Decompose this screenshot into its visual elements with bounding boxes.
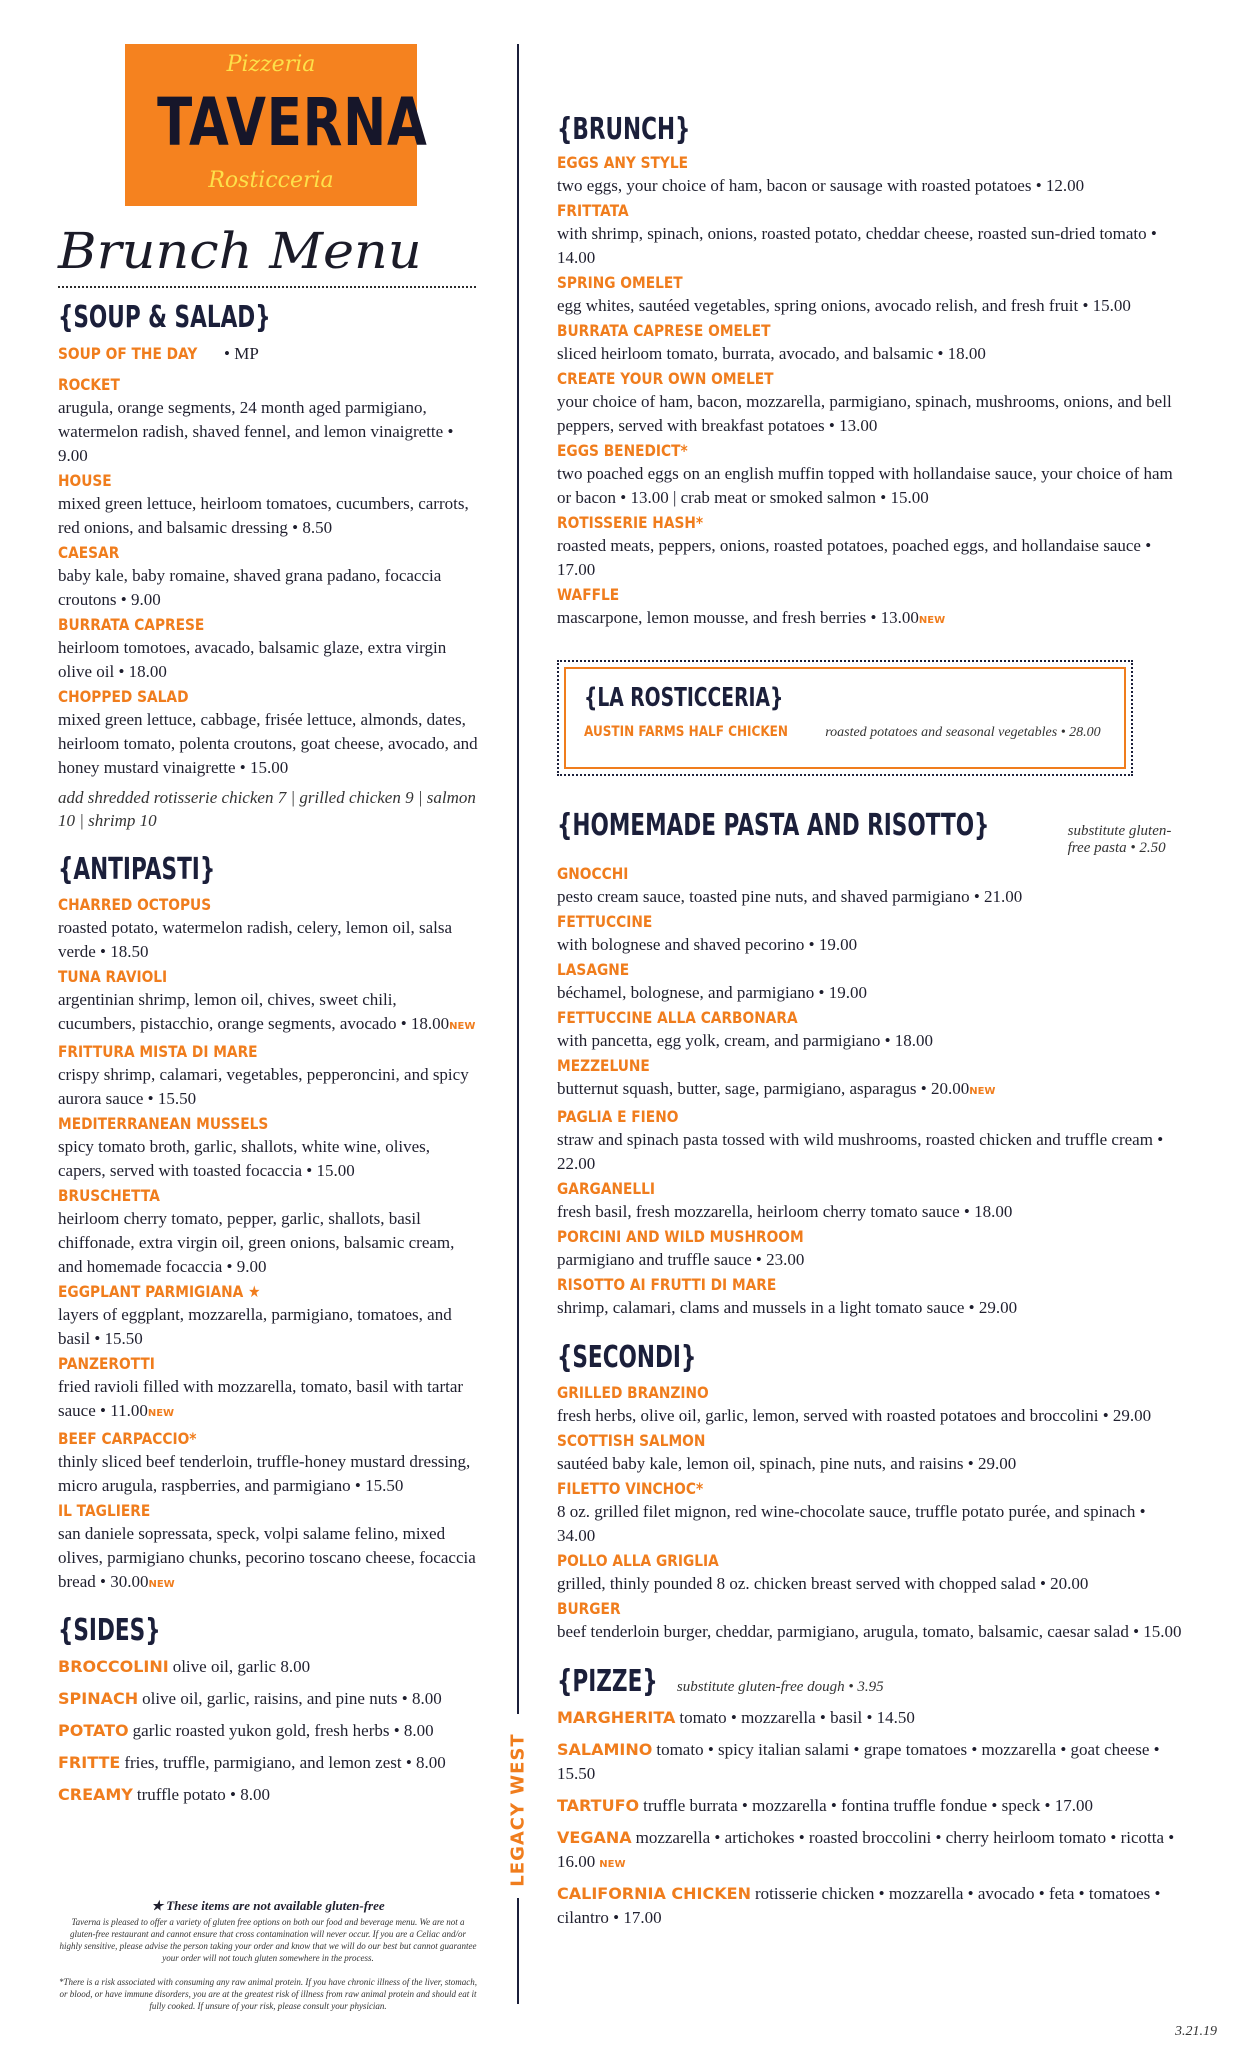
- item-desc: beef tenderloin burger, cheddar, parmigiano, arugula, tomato, balsamic, caesar salad • 15.00: [557, 1622, 1182, 1641]
- gluten-free-heading: ★ These items are not available gluten-free: [151, 1898, 385, 1913]
- item-desc: pesto cream sauce, toasted pine nuts, and shaved parmigiano • 21.00: [557, 887, 1023, 906]
- item-desc: with shrimp, spinach, onions, roasted potato, cheddar cheese, roasted sun-dried tomato • 14.00: [557, 224, 1157, 267]
- menu-item: [58, 1428, 478, 1498]
- item-name: MARGHERITA: [557, 1708, 676, 1727]
- item-name: PAGLIA E FIENO: [557, 1107, 679, 1126]
- gluten-free-note: Taverna is pleased to offer a variety of gluten free options on both our food and beverage menu. We are not a gluten-free restaurant and cannot ensure that cross contamination will never occur. If you are a Celiac and/or highly sensitive, please advise the person taking your order and know that we will do our best but cannot guarantee your order will not touch gluten somewhere in the process.: [59, 1917, 477, 1963]
- new-badge: NEW: [147, 1408, 175, 1419]
- section-heading-brunch: {BRUNCH}: [557, 112, 691, 147]
- menu-item: [58, 374, 478, 468]
- menu-item: [58, 1281, 478, 1351]
- item-name: GARGANELLI: [557, 1179, 656, 1198]
- item-desc: tomato • spicy italian salami • grape tomatoes • mozzarella • goat cheese • 15.50: [557, 1740, 1160, 1783]
- item-name: BURRATA CAPRESE OMELET: [557, 321, 771, 340]
- section-heading-antipasti: {ANTIPASTI}: [58, 852, 216, 887]
- item-desc: baby kale, baby romaine, shaved grana padano, focaccia croutons • 9.00: [58, 566, 442, 609]
- item-desc: olive oil, garlic, raisins, and pine nuts • 8.00: [142, 1689, 442, 1708]
- item-name: FETTUCCINE ALLA CARBONARA: [557, 1008, 798, 1027]
- item-name: FETTUCCINE: [557, 912, 653, 931]
- menu-item: [557, 863, 1187, 909]
- item-name: BROCCOLINI: [58, 1657, 169, 1676]
- item-name: BURRATA CAPRESE: [58, 615, 205, 634]
- item-desc: with bolognese and shaved pecorino • 19.00: [557, 935, 858, 954]
- item-name: BURGER: [557, 1599, 621, 1618]
- item-name: RISOTTO AI FRUTTI DI MARE: [557, 1275, 777, 1294]
- item-desc: sautéed baby kale, lemon oil, spinach, pine nuts, and raisins • 29.00: [557, 1454, 1017, 1473]
- rosticceria-box: [557, 660, 1133, 776]
- menu-date: 3.21.19: [1175, 2024, 1217, 2039]
- item-desc: roasted potato, watermelon radish, celery, lemon oil, salsa verde • 18.50: [58, 918, 453, 961]
- item-name: GRILLED BRANZINO: [557, 1383, 709, 1402]
- item-name: FRITTURA MISTA DI MARE: [58, 1042, 258, 1061]
- item-desc: arugula, orange segments, 24 month aged parmigiano, watermelon radish, shaved fennel, and lemon vinaigrette • 9.00: [58, 398, 454, 465]
- menu-item: [58, 1655, 478, 1679]
- item-desc: roasted meats, peppers, onions, roasted potatoes, poached eggs, and hollandaise sauce • 17.00: [557, 536, 1152, 579]
- menu-item: [58, 966, 478, 1039]
- menu-item: [557, 1382, 1187, 1428]
- new-badge: NEW: [918, 615, 946, 626]
- item-name: SCOTTISH SALMON: [557, 1431, 706, 1450]
- item-name: ROTISSERIE HASH*: [557, 513, 704, 532]
- item-name: VEGANA: [557, 1828, 632, 1847]
- menu-item: [58, 1185, 478, 1279]
- section-heading-pizze: {PIZZE}: [557, 1664, 658, 1699]
- pasta-note: substitute gluten-free pasta • 2.50: [1067, 823, 1172, 856]
- menu-item: [557, 1106, 1187, 1176]
- brunch-list: [557, 152, 1187, 633]
- menu-item: [557, 1550, 1187, 1596]
- menu-item: [557, 1007, 1187, 1053]
- menu-item: [58, 1041, 478, 1111]
- page-title: Brunch Menu: [58, 222, 422, 280]
- item-desc: garlic roasted yukon gold, fresh herbs • 8.00: [132, 1721, 434, 1740]
- item-name: CAESAR: [58, 543, 120, 562]
- item-desc: truffle burrata • mozzarella • fontina truffle fondue • speck • 17.00: [643, 1796, 1093, 1815]
- pizze-list: [557, 1706, 1187, 1930]
- item-desc: roasted potatoes and seasonal vegetables • 28.00: [825, 725, 1101, 740]
- item-name: CREATE YOUR OWN OMELET: [557, 369, 774, 388]
- section-heading-secondi: {SECONDI}: [557, 1340, 697, 1375]
- item-name: EGGS ANY STYLE: [557, 153, 689, 172]
- menu-item: [557, 1055, 1187, 1104]
- item-name: MEZZELUNE: [557, 1056, 650, 1075]
- item-name: CHOPPED SALAD: [58, 687, 189, 706]
- item-desc: argentinian shrimp, lemon oil, chives, sweet chili, cucumbers, pistacchio, orange segments, avocado • 18.00NEW: [58, 990, 476, 1033]
- new-badge: NEW: [148, 1579, 175, 1590]
- pasta-list: [557, 863, 1187, 1320]
- menu-item: [557, 1178, 1187, 1224]
- item-desc: heirloom cherry tomato, pepper, garlic, shallots, basil chiffonade, extra virgin oil, green onions, balsamic cream, and homemade focaccia • 9.00: [58, 1209, 455, 1276]
- item-desc: fries, truffle, parmigiano, and lemon zest • 8.00: [124, 1753, 446, 1772]
- item-desc: layers of eggplant, mozzarella, parmigiano, tomatoes, and basil • 15.50: [58, 1305, 452, 1348]
- item-desc: béchamel, bolognese, and parmigiano • 19.00: [557, 983, 867, 1002]
- item-name: BRUSCHETTA: [58, 1186, 160, 1205]
- logo-pizzeria: Pizzeria: [226, 52, 316, 77]
- menu-item: [557, 911, 1187, 957]
- menu-item: [557, 1794, 1187, 1818]
- menu-item: [557, 512, 1187, 582]
- item-name: POLLO ALLA GRIGLIA: [557, 1551, 719, 1570]
- column-divider-top: [517, 44, 519, 1714]
- menu-item: [58, 1500, 478, 1597]
- menu-item: [58, 542, 478, 612]
- item-desc: fresh herbs, olive oil, garlic, lemon, served with roasted potatoes and broccolini • 29.00: [557, 1406, 1152, 1425]
- antipasti-list: [58, 894, 478, 1597]
- item-name: EGGPLANT PARMIGIANA ★: [58, 1282, 261, 1301]
- left-column: [58, 300, 478, 1815]
- salad-addon-note: add shredded rotisserie chicken 7 | grilled chicken 9 | salmon 10 | shrimp 10: [58, 788, 476, 830]
- menu-item: [557, 1826, 1187, 1874]
- logo-word: TAVERNA: [157, 84, 428, 161]
- dotted-divider: [58, 286, 476, 288]
- item-name: FILETTO VINCHOC*: [557, 1479, 704, 1498]
- soup-salad-list: [58, 374, 478, 780]
- section-heading-sides: {SIDES}: [58, 1613, 161, 1648]
- item-name: TARTUFO: [557, 1796, 640, 1815]
- item-desc: straw and spinach pasta tossed with wild mushrooms, roasted chicken and truffle cream • 22.00: [557, 1130, 1164, 1173]
- item-desc: fried ravioli filled with mozzarella, tomato, basil with tartar sauce • 11.00NEW: [58, 1377, 464, 1420]
- section-heading-pasta: {HOMEMADE PASTA AND RISOTTO}: [557, 808, 990, 843]
- item-desc: fresh basil, fresh mozzarella, heirloom cherry tomato sauce • 18.00: [557, 1202, 1013, 1221]
- menu-item: [557, 272, 1187, 318]
- menu-item: [557, 1738, 1187, 1786]
- item-desc: mascarpone, lemon mousse, and fresh berries • 13.00NEW: [557, 608, 946, 627]
- item-desc: mixed green lettuce, cabbage, frisée lettuce, almonds, dates, heirloom tomato, polenta croutons, goat cheese, avocado, and honey mustard vinaigrette • 15.00: [58, 710, 478, 777]
- item-name: SALAMINO: [557, 1740, 653, 1759]
- menu-item: [557, 584, 1187, 633]
- item-name: ROCKET: [58, 375, 120, 394]
- section-heading-soup-salad: {SOUP & SALAD}: [58, 300, 271, 335]
- logo-rosticceria: Rosticceria: [208, 168, 334, 193]
- menu-item: [58, 1783, 478, 1807]
- menu-item: [557, 152, 1187, 198]
- item-desc: mozzarella • artichokes • roasted broccolini • cherry heirloom tomato • ricotta • 16.00: [557, 1828, 1175, 1871]
- menu-item: [557, 1274, 1187, 1320]
- menu-item: [557, 1598, 1187, 1644]
- new-badge: NEW: [969, 1086, 996, 1097]
- item-name: CALIFORNIA CHICKEN: [557, 1884, 751, 1903]
- item-name: EGGS BENEDICT*: [557, 441, 688, 460]
- item-name: AUSTIN FARMS HALF CHICKEN: [584, 724, 788, 740]
- item-name: FRITTATA: [557, 201, 629, 220]
- menu-item: [557, 1706, 1187, 1730]
- menu-item: [58, 686, 478, 780]
- menu-item: [557, 1430, 1187, 1476]
- new-badge: NEW: [599, 1859, 626, 1870]
- right-column-lower: [557, 808, 1187, 1938]
- location-label: LEGACY WEST: [507, 1733, 529, 1887]
- menu-item: [557, 200, 1187, 270]
- raw-protein-warning: *There is a risk associated with consuming any raw animal protein. If you have chronic illness of the liver, stomach, or blood, or have immune disorders, you are at the greatest risk of illness from raw animal protein and should eat it fully cooked. If unsure of your risk, please consult your physician.: [59, 1977, 477, 2011]
- item-name: SPINACH: [58, 1689, 139, 1708]
- item-price: • MP: [224, 344, 259, 363]
- item-desc: olive oil, garlic 8.00: [172, 1657, 311, 1676]
- taverna-logo: [125, 44, 428, 206]
- item-desc: egg whites, sautéed vegetables, spring onions, avocado relish, and fresh fruit • 15.00: [557, 296, 1131, 315]
- item-desc: thinly sliced beef tenderloin, truffle-honey mustard dressing, micro arugula, raspberries, and parmigiano • 15.50: [58, 1452, 471, 1495]
- menu-item: [557, 1478, 1187, 1548]
- item-desc: spicy tomato broth, garlic, shallots, white wine, olives, capers, served with toasted focaccia • 15.00: [58, 1137, 431, 1180]
- menu-item: [58, 1113, 478, 1183]
- item-name: IL TAGLIERE: [58, 1501, 151, 1520]
- menu-item: [557, 320, 1187, 366]
- pizze-note: substitute gluten-free dough • 3.95: [676, 1679, 884, 1695]
- item-desc: shrimp, calamari, clams and mussels in a light tomato sauce • 29.00: [557, 1298, 1018, 1317]
- item-desc: parmigiano and truffle sauce • 23.00: [557, 1250, 805, 1269]
- item-name: SPRING OMELET: [557, 273, 683, 292]
- menu-item: [58, 1719, 478, 1743]
- item-desc: butternut squash, butter, sage, parmigiano, asparagus • 20.00NEW: [557, 1079, 996, 1098]
- item-name: HOUSE: [58, 471, 112, 490]
- item-desc: grilled, thinly pounded 8 oz. chicken breast served with chopped salad • 20.00: [557, 1574, 1089, 1593]
- item-name: TUNA RAVIOLI: [58, 967, 168, 986]
- menu-item: [58, 1687, 478, 1711]
- menu-item: [58, 614, 478, 684]
- item-desc: truffle potato • 8.00: [136, 1785, 271, 1804]
- item-name: MEDITERRANEAN MUSSELS: [58, 1114, 269, 1133]
- item-desc: san daniele sopressata, speck, volpi salame felino, mixed olives, parmigiano chunks, pecorino toscano cheese, focaccia bread • 30.00NEW: [58, 1524, 476, 1591]
- secondi-list: [557, 1382, 1187, 1644]
- item-desc: with pancetta, egg yolk, cream, and parmigiano • 18.00: [557, 1031, 934, 1050]
- item-name: SOUP OF THE DAY: [58, 344, 198, 363]
- item-name: FRITTE: [58, 1753, 121, 1772]
- menu-item: [58, 1751, 478, 1775]
- item-desc: your choice of ham, bacon, mozzarella, parmigiano, spinach, mushrooms, onions, and bell peppers, served with breakfast potatoes • 13.00: [557, 392, 1172, 435]
- item-desc: heirloom tomotoes, avacado, balsamic glaze, extra virgin olive oil • 18.00: [58, 638, 447, 681]
- item-desc: 8 oz. grilled filet mignon, red wine-chocolate sauce, truffle potato purée, and spinach • 34.00: [557, 1502, 1146, 1545]
- menu-item: [58, 470, 478, 540]
- menu-item: [58, 894, 478, 964]
- item-desc: two poached eggs on an english muffin topped with hollandaise sauce, your choice of ham or bacon • 13.00 | crab meat or smoked salmon • 15.00: [557, 464, 1173, 507]
- item-name: POTATO: [58, 1721, 129, 1740]
- menu-item: [557, 959, 1187, 1005]
- soup-of-the-day: [58, 342, 478, 366]
- item-desc: two eggs, your choice of ham, bacon or sausage with roasted potatoes • 12.00: [557, 176, 1085, 195]
- menu-item: [557, 1882, 1187, 1930]
- item-name: WAFFLE: [557, 585, 620, 604]
- column-divider-bottom: [517, 1898, 519, 2004]
- menu-item: [557, 368, 1187, 438]
- item-desc: sliced heirloom tomato, burrata, avocado, and balsamic • 18.00: [557, 344, 986, 363]
- item-name: LASAGNE: [557, 960, 630, 979]
- item-desc: crispy shrimp, calamari, vegetables, pepperoncini, and spicy aurora sauce • 15.50: [58, 1065, 469, 1108]
- menu-item: [58, 1353, 478, 1426]
- item-name: CREAMY: [58, 1785, 133, 1804]
- item-name: CHARRED OCTOPUS: [58, 895, 212, 914]
- sides-list: [58, 1655, 478, 1807]
- item-name: BEEF CARPACCIO*: [58, 1429, 197, 1448]
- item-name: GNOCCHI: [557, 864, 629, 883]
- item-name: PANZEROTTI: [58, 1354, 155, 1373]
- item-desc: tomato • mozzarella • basil • 14.50: [679, 1708, 915, 1727]
- right-column: [557, 112, 1187, 635]
- item-desc: rotisserie chicken • mozzarella • avocado • feta • tomatoes • cilantro • 17.00: [557, 1884, 1161, 1927]
- menu-item: [557, 440, 1187, 510]
- section-heading-rosticceria: {LA ROSTICCERIA}: [584, 683, 784, 713]
- menu-item: [557, 1226, 1187, 1272]
- item-name: PORCINI AND WILD MUSHROOM: [557, 1227, 804, 1246]
- item-desc: mixed green lettuce, heirloom tomatoes, cucumbers, carrots, red onions, and balsamic dressing • 8.50: [58, 494, 469, 537]
- new-badge: NEW: [449, 1021, 476, 1032]
- rosticceria-item: [584, 721, 1106, 743]
